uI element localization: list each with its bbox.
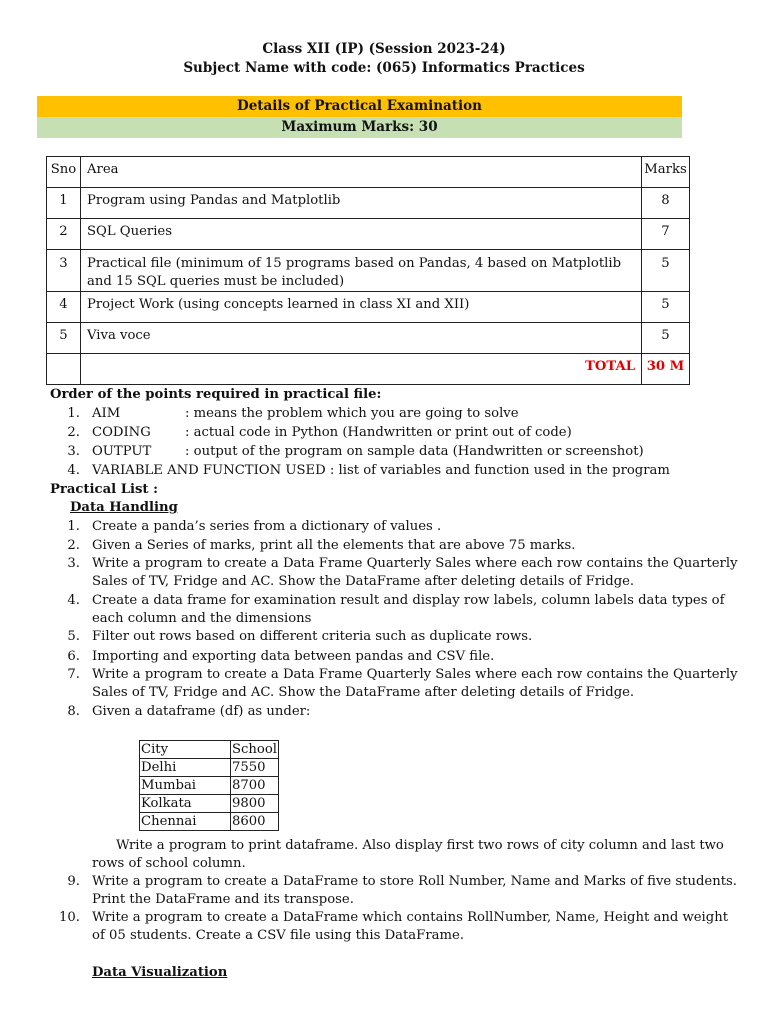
item-text-line: Create a panda’s series from a dictionary of values . [92, 519, 442, 534]
page-title: Class XII (IP) (Session 2023-24) [262, 41, 506, 57]
table-header-row [47, 157, 690, 188]
df-col-city: City [140, 741, 231, 759]
details-band: Details of Practical Examination [37, 96, 682, 117]
area-cell: Project Work (using concepts learned in class XI and XII) [81, 292, 642, 323]
df-cell: 7550 [231, 759, 279, 777]
sno-cell: 4 [47, 292, 81, 323]
empty-cell [47, 354, 81, 385]
subject-name: Subject Name with code: (065) Informatics Practices [183, 60, 585, 76]
total-row [47, 354, 690, 385]
item-key: CODING [92, 425, 151, 440]
table-row [47, 292, 690, 323]
dataframe-table [139, 740, 279, 831]
df-cell: 8600 [231, 813, 279, 831]
item-text-line: Write a program to create a DataFrame to store Roll Number, Name and Marks of five students. [92, 874, 737, 889]
item-desc: : output of the program on sample data (Handwritten or screenshot) [185, 444, 644, 459]
col-area-header: Area [81, 157, 642, 188]
marks-cell: 5 [642, 250, 690, 292]
df-col-school: School [232, 742, 278, 757]
sno-cell: 3 [47, 250, 81, 292]
item-number: 1. [67, 406, 80, 421]
item-number: 5. [67, 629, 80, 644]
item8-instruction-line1: Write a program to print dataframe. Also display first two rows of city column and last two [116, 838, 724, 853]
item-text-line: Print the DataFrame and its transpose. [92, 892, 354, 907]
total-label: TOTAL [81, 354, 642, 385]
table-row [47, 323, 690, 354]
item-text-line: Sales of TV, Fridge and AC. Show the DataFrame after deleting details of Fridge. [92, 574, 635, 589]
item-text-line: Filter out rows based on different criteria such as duplicate rows. [92, 629, 533, 644]
marks-cell: 5 [642, 292, 690, 323]
table-row [140, 813, 279, 831]
item-text-line: Given a dataframe (df) as under: [92, 704, 311, 719]
table-row [140, 759, 279, 777]
area-cell: Program using Pandas and Matplotlib [81, 188, 642, 219]
item-text-line: Importing and exporting data between pandas and CSV file. [92, 649, 495, 664]
df-cell: Mumbai [140, 777, 231, 795]
item-text-line: Write a program to create a DataFrame which contains RollNumber, Name, Height and weight [92, 910, 728, 925]
area-cell: Practical file (minimum of 15 programs based on Pandas, 4 based on Matplotlib and 15 SQL queries must be included) [81, 250, 642, 292]
table-row [47, 188, 690, 219]
item-text-line: each column and the dimensions [92, 611, 312, 626]
marks-cell: 8 [642, 188, 690, 219]
item-key: OUTPUT [92, 444, 152, 459]
sno-cell: 1 [47, 188, 81, 219]
practical-heading: Practical List : [50, 482, 158, 497]
item-text-line: Given a Series of marks, print all the elements that are above 75 marks. [92, 538, 576, 553]
total-value: 30 M [642, 354, 690, 385]
item-key: VARIABLE AND FUNCTION USED : list of variables and function used in the program [92, 463, 670, 478]
order-heading: Order of the points required in practical file: [50, 387, 382, 402]
section-data-handling: Data Handling [70, 500, 178, 515]
item-number: 2. [67, 538, 80, 553]
area-cell: SQL Queries [81, 219, 642, 250]
marks-cell: 5 [642, 323, 690, 354]
area-cell: Viva voce [81, 323, 642, 354]
table-row [140, 795, 279, 813]
item-number: 4. [67, 463, 80, 478]
df-cell: Delhi [140, 759, 231, 777]
col-sno-header: Sno [47, 157, 81, 188]
item-desc: : means the problem which you are going to solve [185, 406, 519, 421]
df-cell: 8700 [231, 777, 279, 795]
item-number: 6. [67, 649, 80, 664]
item-number: 10. [59, 910, 80, 925]
max-marks-band: Maximum Marks: 30 [37, 117, 682, 138]
item-key: AIM [92, 406, 121, 421]
sno-cell: 5 [47, 323, 81, 354]
item-number: 3. [67, 444, 80, 459]
table-row [47, 219, 690, 250]
section-data-visualization: Data Visualization [92, 965, 228, 980]
item-number: 8. [67, 704, 80, 719]
item-number: 2. [67, 425, 80, 440]
df-cell: Chennai [140, 813, 231, 831]
marks-cell: 7 [642, 219, 690, 250]
sno-cell: 2 [47, 219, 81, 250]
table-row [47, 250, 690, 292]
item-number: 4. [67, 593, 80, 608]
item-text-line: Create a data frame for examination result and display row labels, column labels data types of [92, 593, 725, 608]
item8-instruction-line2: rows of school column. [92, 856, 246, 871]
item-text-line: Sales of TV, Fridge and AC. Show the DataFrame after deleting details of Fridge. [92, 685, 635, 700]
item-number: 7. [67, 667, 80, 682]
df-header-row [140, 741, 279, 759]
df-cell: 9800 [231, 795, 279, 813]
df-cell: Kolkata [140, 795, 231, 813]
table-row [140, 777, 279, 795]
item-text-line: Write a program to create a Data Frame Quarterly Sales where each row contains the Quarterly [92, 667, 738, 682]
item-desc: : actual code in Python (Handwritten or print out of code) [185, 425, 572, 440]
item-number: 1. [67, 519, 80, 534]
item-text-line: Write a program to create a Data Frame Quarterly Sales where each row contains the Quarterly [92, 556, 738, 571]
marks-table [46, 156, 690, 385]
item-text-line: of 05 students. Create a CSV file using this DataFrame. [92, 928, 464, 943]
col-marks-header: Marks [642, 157, 690, 188]
item-number: 9. [67, 874, 80, 889]
item-number: 3. [67, 556, 80, 571]
